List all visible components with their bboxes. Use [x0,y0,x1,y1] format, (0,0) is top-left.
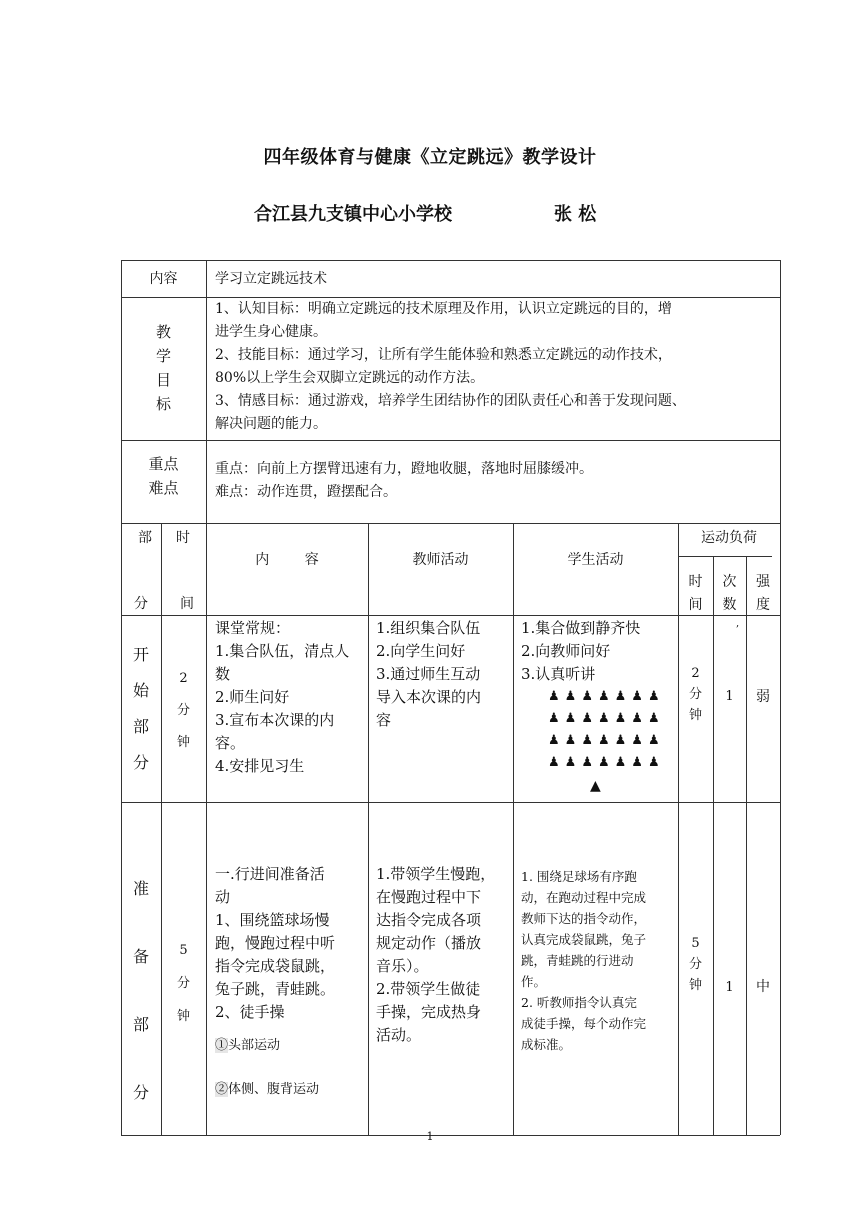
goals-label-char: 目 [155,371,171,389]
prep-part-char: 准 [132,879,149,898]
student-person-icon: ♟ [597,733,610,748]
start-time-char: 钟 [176,735,190,750]
header-part-top: 部 [138,530,152,546]
prep-student-line: 动，在跑动过程中完成 [521,890,647,905]
start-teacher-line: 导入本次课的内 [376,688,482,706]
header-load-intensity-char: 度 [756,597,770,613]
table-rule [121,440,780,441]
start-content-line: 4.安排见习生 [215,757,305,775]
prep-load-time-char: 钟 [688,978,702,993]
student-person-icon: ♟ [614,733,627,748]
table-rule [206,523,207,1135]
student-person-icon: ♟ [631,689,643,704]
start-load-time [678,663,713,726]
table-rule [206,260,207,523]
prep-student-line: 1. 围绕足球场有序跑 [521,869,637,884]
table-rule [713,556,714,1135]
student-person-icon: ♟ [614,755,627,770]
keypoints-line: 难点：动作连贯，蹬摆配合。 [215,484,397,500]
prep-part-char: 备 [132,947,149,966]
student-person-icon: ♟ [548,733,560,748]
keypoints-label-line: 重点 [148,455,179,473]
prep-time-char: 钟 [176,1009,190,1024]
prep-content-line: 兔子跳，青蛙跳。 [215,980,336,998]
goals-line: 1、认知目标：明确立定跳远的技术原理及作用，认识立定跳远的目的，增 [215,301,672,317]
student-person-icon: ♟ [564,733,577,748]
student-person-icon: ♟ [581,755,593,770]
student-person-icon: ♟ [647,689,660,704]
prep-teacher-line: 规定动作（播放 [376,934,482,952]
start-load-count: 1 [725,689,734,704]
header-load-intensity [746,571,780,617]
start-content-line: 数 [215,665,231,683]
start-student-line: 2.向教师问好 [521,642,611,660]
table-rule [678,556,772,557]
prep-load-intensity: 中 [756,979,770,995]
goals-label-char: 教 [155,323,171,341]
start-part-char: 部 [132,717,149,736]
student-person-icon: ♟ [548,689,560,704]
start-content-line: 2.师生问好 [215,688,290,706]
header-teacher-activity: 教师活动 [412,552,469,568]
prep-student-line: 跳，青蛙跳的行进动 [521,953,634,968]
prep-content-line: 动 [215,888,231,906]
prep-teacher-line: 在慢跑过程中下 [376,888,482,906]
student-person-icon: ♟ [564,755,577,770]
header-load-count [713,571,746,617]
prep-load-count: 1 [725,980,734,995]
prep-teacher-line: 2.带领学生做徒 [376,980,481,998]
teacher-position-marker: ▲ [590,778,601,794]
start-load-intensity: 弱 [756,689,770,705]
student-person-icon: ♟ [581,689,593,704]
start-student-line: 1.集合做到静齐快 [521,619,641,637]
start-load-time-char: 钟 [688,708,702,723]
student-person-icon: ♟ [597,689,610,704]
student-person-icon: ♟ [631,733,643,748]
prep-content-line: 1、围绕篮球场慢 [215,911,330,929]
content-label: 内容 [149,271,178,287]
circled-number-1: ① [215,1038,229,1053]
prep-load-time-char: 5 [691,936,700,951]
formation-row [548,686,660,708]
table-rule [513,523,514,1135]
student-person-icon: ♟ [647,711,660,726]
student-person-icon: ♟ [564,711,577,726]
prep-load-time [678,933,713,996]
prep-student-line: 认真完成袋鼠跳，兔子 [521,932,647,947]
prep-content-line: 2、徒手操 [215,1003,285,1021]
start-part-char: 分 [132,753,149,772]
start-time-char: 分 [176,703,190,718]
start-time [161,663,206,759]
header-load-time-char: 间 [688,597,703,613]
goals-label-char: 标 [155,395,171,413]
header-load-intensity-char: 强 [756,574,770,590]
prep-item-head-movement [215,1035,280,1056]
student-person-icon: ♟ [631,711,643,726]
header-part-bottom: 分 [134,596,148,612]
prep-load-time-char: 分 [688,957,702,972]
page-number: 1 [426,1130,434,1143]
header-student-activity: 学生活动 [567,552,624,568]
prep-teacher-line: 1.带领学生慢跑， [376,865,496,883]
start-content [215,617,365,778]
start-content-line: 课堂常规： [215,619,291,637]
student-person-icon: ♟ [581,711,593,726]
table-border-right [780,260,781,1135]
prep-teacher-line: 音乐）。 [376,957,429,975]
prep-time-char: 分 [176,976,190,991]
keypoints-text [215,458,593,504]
student-person-icon: ♟ [597,711,610,726]
prep-teacher-activity [376,863,511,1047]
class-formation-diagram [548,686,660,774]
student-person-icon: ♟ [548,711,560,726]
prep-student-line: 教师下达的指令动作， [521,911,647,926]
start-student-activity [521,617,676,686]
table-rule [121,523,780,524]
start-part-label [121,637,161,781]
prep-content-line: 一.行进间准备活 [215,865,325,883]
prep-part-char: 部 [132,1015,149,1034]
student-person-icon: ♟ [548,755,560,770]
prep-time [161,934,206,1033]
prep-student-line: 2. 听教师指令认真完 [521,995,637,1010]
student-person-icon: ♟ [597,755,610,770]
formation-row [548,708,660,730]
table-rule [121,802,780,803]
start-load-time-char: 2 [691,666,700,681]
prep-student-line: 成标准。 [521,1037,572,1052]
start-part-char: 开 [132,645,149,664]
prep-part-char: 分 [132,1083,149,1102]
student-person-icon: ♟ [581,733,593,748]
formation-row [548,730,660,752]
prep-teacher-line: 达指令完成各项 [376,911,482,929]
goals-label-char: 学 [155,347,171,365]
teacher-name: 张 松 [554,204,597,225]
student-person-icon: ♟ [564,689,577,704]
goals-line: 80%以上学生会双脚立定跳远的动作方法。 [215,370,485,386]
start-content-line: 容。 [215,734,246,752]
start-content-line: 1.集合队伍，清点人 [215,642,350,660]
prep-content [215,863,365,1024]
start-teacher-line: 2.向学生问好 [376,642,466,660]
prep-student-line: 成徒手操，每个动作完 [521,1016,647,1031]
table-rule [368,523,369,1135]
prep-item-text: 头部运动 [228,1038,281,1053]
table-rule [746,556,747,1135]
goals-text [215,298,775,436]
start-teacher-line: 1.组织集合队伍 [376,619,481,637]
start-time-char: 2 [179,671,188,686]
student-person-icon: ♟ [614,711,627,726]
prep-student-line: 作。 [521,974,547,989]
header-time-bottom: 间 [180,596,194,612]
stray-mark: , [736,618,740,629]
document-title: 四年级体育与健康《立定跳远》教学设计 [263,147,597,168]
start-content-line: 3.宣布本次课的内 [215,711,335,729]
header-load-count-char: 次 [722,574,737,590]
table-rule [161,523,162,1135]
header-exercise-load: 运动负荷 [701,530,757,546]
prep-content-line: 跑，慢跑过程中听 [215,934,336,952]
goals-label [121,320,206,416]
formation-row [548,752,660,774]
prep-item-trunk-movement [215,1079,319,1100]
keypoints-label-line: 难点 [148,479,179,497]
start-teacher-activity [376,617,511,732]
student-person-icon: ♟ [614,689,627,704]
goals-line: 2、技能目标：通过学习，让所有学生能体验和熟悉立定跳远的动作技术， [215,347,672,363]
start-load-time-char: 分 [688,687,702,702]
keypoints-line: 重点：向前上方摆臂迅速有力，蹬地收腿，落地时屈膝缓冲。 [215,461,593,477]
start-teacher-line: 3.通过师生互动 [376,665,481,683]
content-value: 学习立定跳远技术 [215,271,327,287]
student-person-icon: ♟ [647,755,660,770]
prep-item-text: 体侧、腹背运动 [228,1082,320,1097]
start-student-line: 3.认真听讲 [521,665,596,683]
prep-teacher-line: 活动。 [376,1026,422,1044]
header-load-time-char: 时 [688,574,703,590]
goals-line: 解决问题的能力。 [215,416,327,432]
header-time-top: 时 [176,530,190,546]
header-load-count-char: 数 [722,597,737,613]
goals-line: 3、情感目标：通过游戏，培养学生团结协作的团队责任心和善于发现问题、 [215,393,686,409]
student-person-icon: ♟ [647,733,660,748]
prep-part-label [121,855,161,1127]
circled-number-2: ② [215,1082,229,1097]
prep-teacher-line: 手操，完成热身 [376,1003,482,1021]
start-part-char: 始 [132,681,149,700]
keypoints-label [121,452,206,500]
table-border-top [121,260,780,261]
student-person-icon: ♟ [631,755,643,770]
header-load-time [678,571,713,617]
start-teacher-line: 容 [376,711,392,729]
prep-student-activity [521,866,676,1055]
prep-content-line: 指令完成袋鼠跳， [215,957,336,975]
prep-time-char: 5 [179,943,188,958]
goals-line: 进学生身心健康。 [215,324,327,340]
school-name: 合江县九支镇中心小学校 [254,204,452,225]
header-content: 内 容 [255,552,319,568]
